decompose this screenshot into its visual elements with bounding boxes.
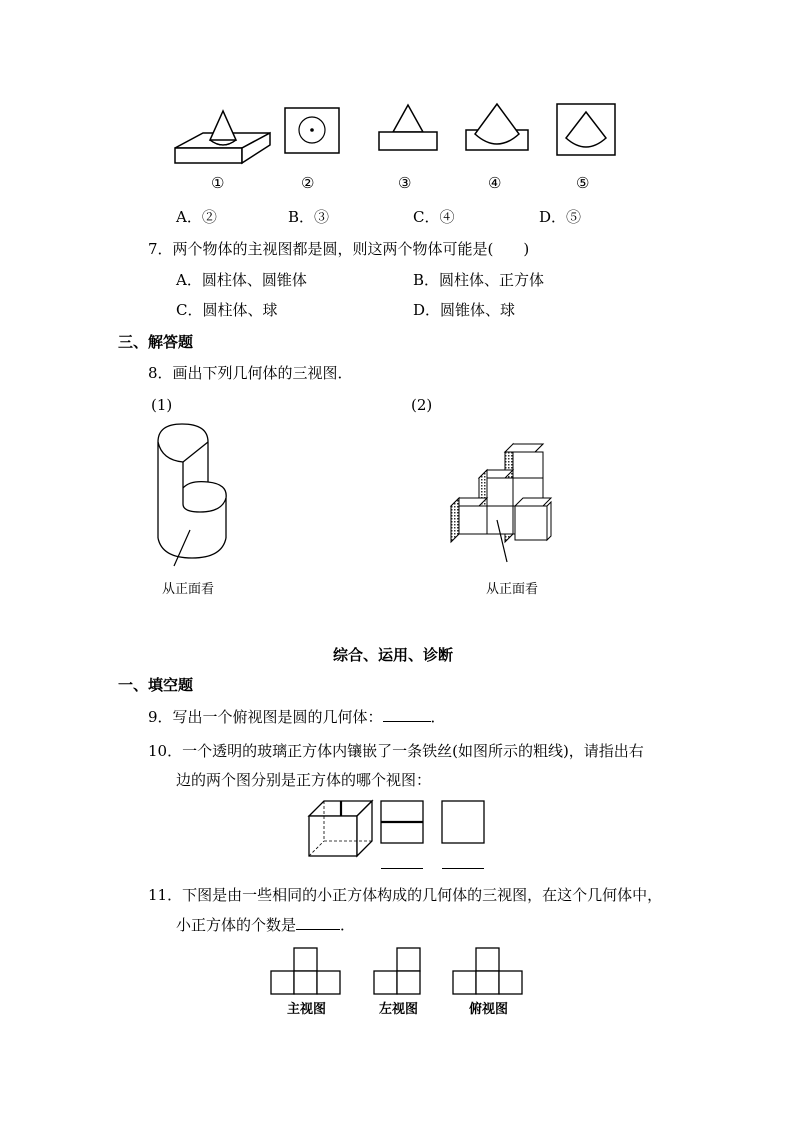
- q8-caption-1: 从正面看: [162, 582, 215, 597]
- q6-option-a[interactable]: A．②: [176, 208, 217, 226]
- q11-label-left: 左视图: [379, 1002, 419, 1017]
- q8-sub-label-2: (2): [411, 396, 433, 414]
- q10-line-1: 10．一个透明的玻璃正方体内镶嵌了一条铁丝(如图所示的粗线)，请指出右: [148, 742, 644, 760]
- q10-answer-blank-b[interactable]: [442, 856, 484, 869]
- q7-option-c[interactable]: C．圆柱体、球: [176, 301, 278, 319]
- q8-stem: 8．画出下列几何体的三视图．: [148, 364, 353, 382]
- q10-line-2: 边的两个图分别是正方体的哪个视图：: [176, 771, 432, 789]
- q8-figure-cut-cylinder: [150, 420, 240, 580]
- q8-sub-label-1: (1): [151, 396, 173, 414]
- q11-label-front: 主视图: [287, 1002, 327, 1017]
- q6-figure-3-triangle-on-rect: [376, 102, 440, 154]
- q7-option-a[interactable]: A．圆柱体、圆锥体: [176, 271, 307, 289]
- q11-answer-blank[interactable]: [296, 915, 340, 930]
- q6-figure-number-1: ①: [211, 174, 225, 192]
- q11-left-view: [373, 946, 423, 998]
- q11-label-top: 俯视图: [469, 1002, 509, 1017]
- q6-figure-number-2: ②: [301, 174, 315, 192]
- q7-option-b[interactable]: B．圆柱体、正方体: [413, 271, 545, 289]
- q9-answer-blank[interactable]: [383, 707, 431, 722]
- q6-figure-4-sector-on-rect: [463, 100, 531, 155]
- q10-answer-blank-a[interactable]: [381, 856, 423, 869]
- q11-top-view: [452, 946, 524, 998]
- q6-figure-number-4: ④: [488, 174, 502, 192]
- q8-figure-stacked-cubes: [445, 440, 565, 600]
- q10-figure-view-a: [379, 799, 425, 845]
- q6-figure-number-5: ⑤: [576, 174, 590, 192]
- q6-figure-5-sector-in-square: [554, 102, 618, 158]
- q11-line-2: 小正方体的个数是 ．: [176, 916, 356, 934]
- q6-option-b[interactable]: B．③: [288, 208, 330, 226]
- q11-front-view: [270, 946, 342, 998]
- q6-option-d[interactable]: D．⑤: [539, 208, 582, 226]
- q8-caption-2: 从正面看: [486, 582, 539, 597]
- q6-option-c[interactable]: C．④: [413, 208, 455, 226]
- section-title-answer-questions: 三、解答题: [118, 333, 194, 351]
- q7-stem: 7．两个物体的主视图都是圆，则这两个物体可能是( ): [148, 240, 530, 258]
- q10-figure-glass-cube: [306, 798, 376, 860]
- q9-stem: 9．写出一个俯视图是圆的几何体： ．: [148, 708, 446, 726]
- section-title-fill-in: 一、填空题: [118, 676, 194, 694]
- q10-figure-view-b: [440, 799, 486, 845]
- q11-line-1: 11．下图是由一些相同的小正方体构成的几何体的三视图，在这个几何体中，: [148, 886, 663, 904]
- q6-figure-2-square-with-dot: [283, 106, 343, 156]
- q7-option-d[interactable]: D．圆锥体、球: [413, 301, 516, 319]
- part-title: 综合、运用、诊断: [333, 646, 454, 664]
- q6-figure-1-cone-on-slab: [170, 108, 275, 168]
- q6-figure-number-3: ③: [398, 174, 412, 192]
